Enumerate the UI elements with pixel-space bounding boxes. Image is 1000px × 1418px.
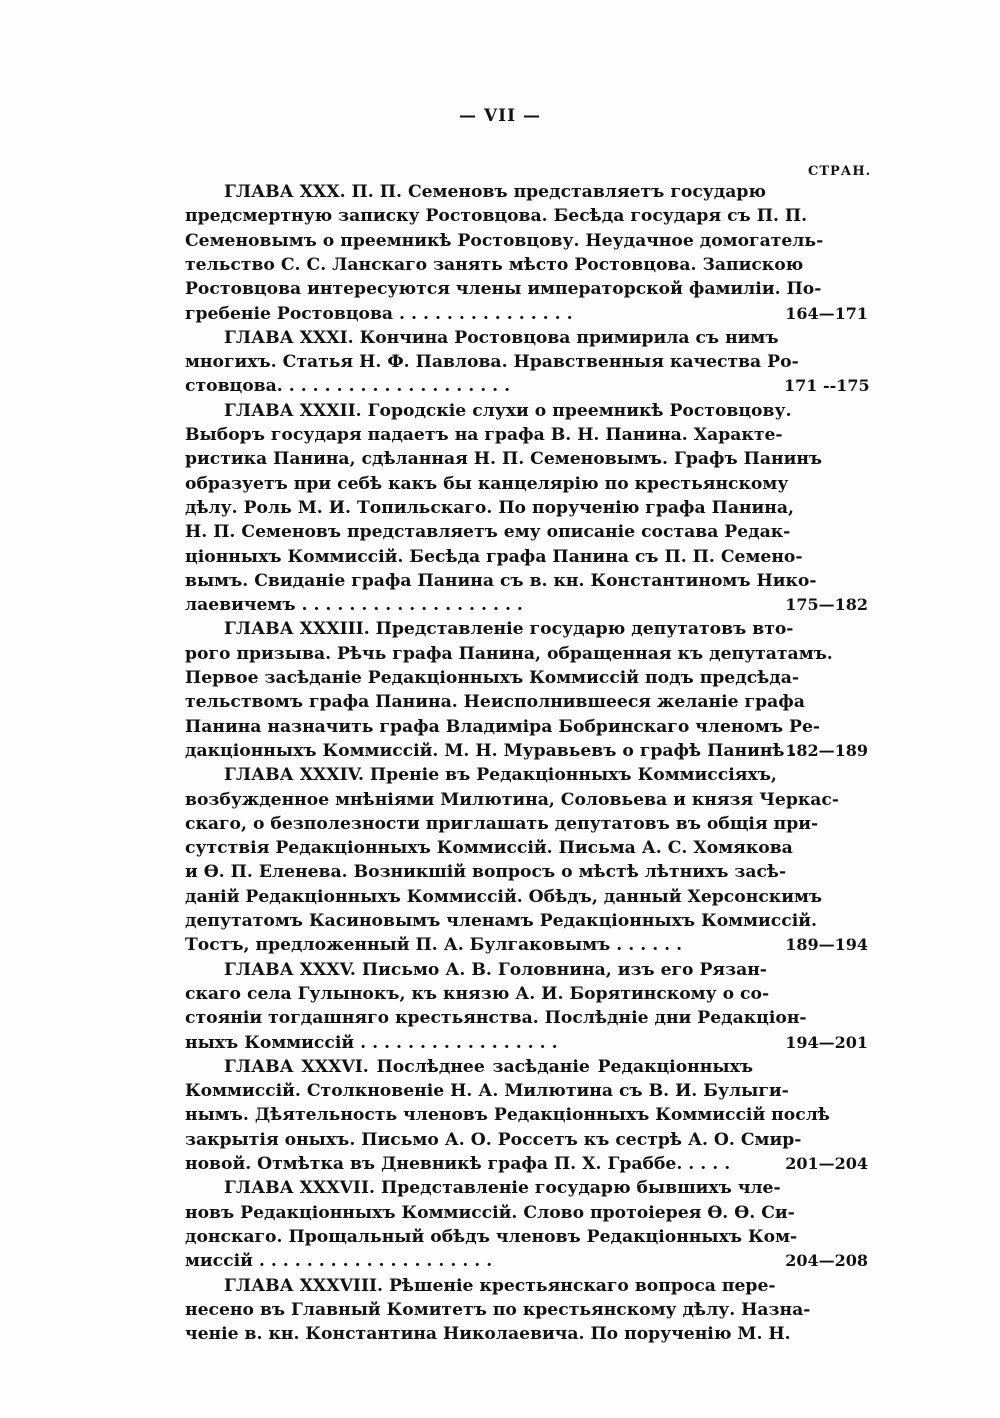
page-range: 164—171 [785,303,868,323]
chapter-summary-line: тельство С. С. Ланскаго занять мѣсто Ростовцова. Запискою [185,254,804,275]
chapter-heading-line: ГЛАВА XXXVII. Представленіе государю бывшихъ чле- [224,1178,781,1199]
chapter-summary-line: предсмертную записку Ростовцова. Бесѣда государя съ П. П. [185,206,808,227]
chapter-summary-line: ристика Панина, сдѣланная Н. П. Семеновымъ. Графъ Панинъ [185,449,823,470]
chapter-heading-line: ГЛАВА XXXIII. Представленіе государю депутатовъ вто- [224,619,794,640]
page-range: 171 --175 [784,376,870,396]
chapter-summary-line: миссій . . . . . . . . . . . . . . . . . . . . [185,1251,493,1272]
chapter-summary-line: депутатомъ Касиновымъ членамъ Редакціонныхъ Коммиссій. [185,911,817,931]
chapter-summary-line: несено въ Главный Комитетъ по крестьянскому дѣлу. Назна- [185,1299,811,1320]
chapter-summary-line: даній Редакціонныхъ Коммиссій. Обѣдъ, данный Херсонскимъ [185,886,823,907]
chapter-summary-line: Панина назначить графа Владиміра Бобринскаго членомъ Ре- [185,716,821,737]
page-range: 175—182 [785,595,868,615]
chapter-summary-line: вымъ. Свиданіе графа Панина съ в. кн. Константиномъ Нико- [185,570,817,591]
chapter-summary-line: ченіе в. кн. Константина Николаевича. По порученію М. Н. [185,1324,791,1345]
chapter-summary-line: Коммиссій. Столкновеніе Н. А. Милютина съ В. И. Булыги- [185,1081,789,1102]
chapter-heading-line: ГЛАВА XXXVI. Послѣднее засѣданіе Редакціонныхъ [224,1056,753,1077]
chapter-summary-line: гребеніе Ростовцова . . . . . . . . . . . . . . . [185,303,573,324]
chapter-summary-line: стовцова. . . . . . . . . . . . . . . . . . . . [185,376,511,397]
chapter-summary-line: и Ѳ. П. Еленева. Возникшій вопросъ о мѣстѣ лѣтнихъ засѣ- [185,862,787,883]
chapter-summary-line: стояніи тогдашняго крестьянства. Послѣдніе дни Редакціон- [185,1008,807,1029]
chapter-summary-line: Ростовцова интересуются члены императорской фамиліи. По- [185,279,822,300]
chapter-summary-line: дакціонныхъ Коммиссій. М. Н. Муравьевъ о графѣ Панинѣ . [185,740,797,761]
chapter-summary-line: образуетъ при себѣ какъ бы канцелярію по крестьянскому [185,473,789,494]
chapter-heading-line: ГЛАВА XXXII. Городскіе слухи о преемникѣ Ростовцову. [224,400,792,421]
chapter-summary-line: нымъ. Дѣятельность членовъ Редакціонныхъ Коммиссій послѣ [185,1105,830,1126]
page-folio: — VII — [459,106,541,126]
pages-column-heading: СТРАН. [808,164,872,179]
chapter-summary-line: тельствомъ графа Панина. Неисполнившееся желаніе графа [185,692,805,713]
chapter-summary-line: многихъ. Статья Н. Ф. Павлова. Нравственныя качества Ро- [185,352,799,373]
chapter-summary-line: ціонныхъ Коммиссій. Бесѣда графа Панина съ П. П. Семено- [185,546,803,567]
page-range: 189—194 [785,935,868,955]
chapter-summary-line: скаго, о безполезности приглашать депутатовъ въ общія при- [185,813,819,834]
chapter-summary-line: сутствія Редакціонныхъ Коммиссій. Письма А. С. Хомякова [185,838,793,859]
page-range: 182—189 [785,740,868,760]
chapter-summary-line: Тостъ, предложенный П. А. Булгаковымъ . . . . . . [185,935,683,956]
chapter-summary-line: Семеновымъ о преемникѣ Ростовцову. Неудачное домогатель- [185,230,824,251]
page-range: 201—204 [785,1154,868,1173]
page-range: 204—208 [785,1251,868,1271]
chapter-summary-line: Первое засѣданіе Редакціонныхъ Коммиссій подъ предсѣда- [185,668,799,688]
chapter-heading-line: ГЛАВА XXXI. Кончина Ростовцова примирила съ нимъ [224,327,779,348]
chapter-heading-line: ГЛАВА XXXVIII. Рѣшеніе крестьянскаго вопроса пере- [224,1275,776,1296]
chapter-summary-line: Н. П. Семеновъ представляетъ ему описаніе состава Редак- [185,522,791,543]
chapter-heading-line: ГЛАВА XXXIV. Преніе въ Редакціонныхъ Коммиссіяхъ, [224,765,777,786]
chapter-summary-line: новъ Редакціонныхъ Коммиссій. Слово протоіерея Ѳ. Ѳ. Си- [185,1202,795,1223]
chapter-summary-line: новой. Отмѣтка въ Дневникѣ графа П. Х. Граббе. . . . . [185,1154,731,1174]
chapter-summary-line: скаго села Гулынокъ, къ князю А. И. Борятинскому о со- [185,983,770,1004]
chapter-summary-line: рого призыва. Рѣчь графа Панина, обращенная къ депутатамъ. [185,643,833,664]
chapter-heading-line: ГЛАВА XXXV. Письмо А. В. Головнина, изъ его Рязан- [224,959,767,980]
chapter-heading-line: ГЛАВА XXX. П. П. Семеновъ представляетъ государю [224,182,767,202]
chapter-summary-line: Выборъ государя падаетъ на графа В. Н. Панина. Характе- [185,425,783,445]
chapter-summary-line: лаевичемъ . . . . . . . . . . . . . . . . . . . [185,595,523,616]
chapter-summary-line: донскаго. Прощальный обѣдъ членовъ Редакціонныхъ Ком- [185,1226,798,1247]
chapter-summary-line: возбужденное мнѣніями Милютина, Соловьева и князя Черкас- [185,789,839,810]
page-range: 194—201 [785,1032,868,1052]
chapter-summary-line: дѣлу. Роль М. И. Топильскаго. По порученію графа Панина, [185,497,795,518]
chapter-summary-line: закрытія оныхъ. Письмо А. О. Россетъ къ сестрѣ А. О. Смир- [185,1129,802,1150]
chapter-summary-line: ныхъ Коммиссій . . . . . . . . . . . . . . . . . [185,1032,558,1053]
